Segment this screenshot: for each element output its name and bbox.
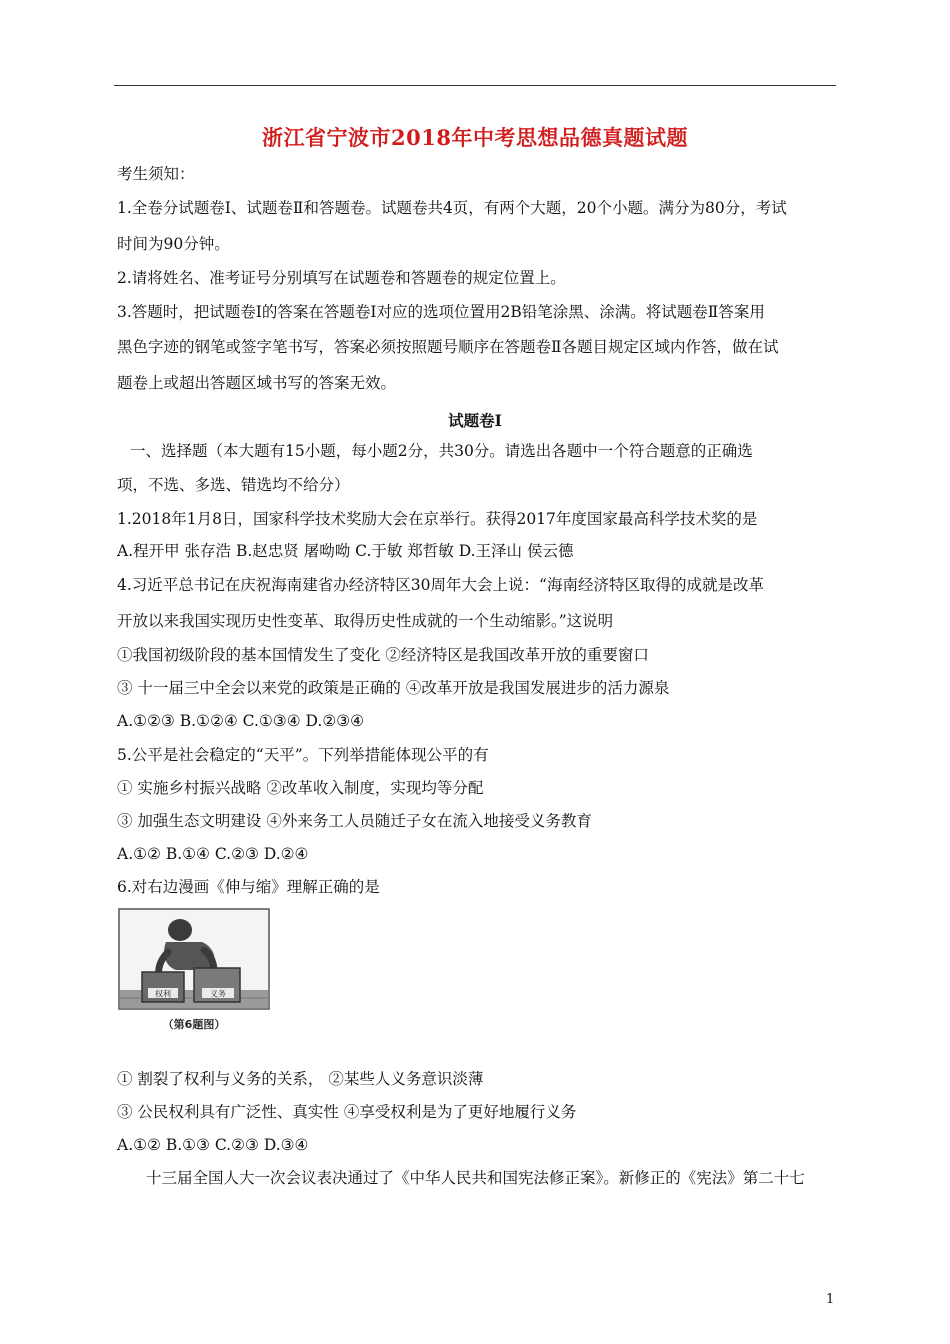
- notice-line: 3.答题时，把试题卷Ⅰ的答案在答题卷Ⅰ对应的选项位置用2B铅笔涂黑、涂满。将试题卷Ⅱ答案用: [117, 303, 765, 321]
- notice-line: 2.请将姓名、准考证号分别填写在试题卷和答题卷的规定位置上。: [117, 269, 566, 287]
- part-intro: 一、选择题（本大题有15小题，每小题2分，共30分。请选出各题中一个符合题意的正确选: [130, 442, 753, 460]
- question-5-stem: 5.公平是社会稳定的“天平”。下列举措能体现公平的有: [117, 746, 489, 764]
- notice-heading: 考生须知：: [117, 165, 195, 183]
- trailing-paragraph: 十三届全国人大一次会议表决通过了《中华人民共和国宪法修正案》。新修正的《宪法》第二十七: [146, 1169, 805, 1187]
- part-intro: 项，不选、多选、错选均不给分）: [117, 476, 350, 494]
- box-label-left: 权利: [155, 989, 171, 999]
- notice-line: 1.全卷分试题卷Ⅰ、试题卷Ⅱ和答题卷。试题卷共4页，有两个大题，20个小题。满分为80分，考试: [117, 199, 787, 217]
- cartoon-figure: [118, 908, 270, 1036]
- page-title: 浙江省宁波市2018年中考思想品德真题试题: [262, 125, 688, 150]
- question-5-item: ① 实施乡村振兴战略 ②改革收入制度，实现均等分配: [117, 779, 484, 797]
- question-4-stem: 4.习近平总书记在庆祝海南建省办经济特区30周年大会上说：“海南经济特区取得的成就是改革: [117, 576, 764, 594]
- header-rule: [114, 85, 836, 86]
- question-6-stem: 6.对右边漫画《伸与缩》理解正确的是: [117, 878, 380, 896]
- page-number: 1: [826, 1292, 835, 1307]
- question-6-item: ③ 公民权利具有广泛性、真实性 ④享受权利是为了更好地履行义务: [117, 1103, 577, 1121]
- question-4-options: A.①②③ B.①②④ C.①③④ D.②③④: [117, 712, 365, 730]
- question-6-options: A.①② B.①③ C.②③ D.③④: [117, 1136, 309, 1154]
- notice-line: 时间为90分钟。: [117, 235, 230, 253]
- question-4-item: ③ 十一届三中全会以来党的政策是正确的 ④改革开放是我国发展进步的活力源泉: [117, 679, 670, 697]
- section-title: 试题卷Ⅰ: [448, 411, 502, 430]
- question-5-item: ③ 加强生态文明建设 ④外来务工人员随迁子女在流入地接受义务教育: [117, 812, 592, 830]
- notice-line: 题卷上或超出答题区域书写的答案无效。: [117, 374, 397, 392]
- question-4-stem: 开放以来我国实现历史性变革、取得历史性成就的一个生动缩影。”这说明: [117, 612, 614, 630]
- box-label-right: 义务: [210, 989, 226, 999]
- question-6-item: ① 割裂了权利与义务的关系， ②某些人义务意识淡薄: [117, 1070, 484, 1088]
- question-4-item: ①我国初级阶段的基本国情发生了变化 ②经济特区是我国改革开放的重要窗口: [117, 646, 649, 664]
- notice-line: 黑色字迹的钢笔或签字笔书写，答案必须按照题号顺序在答题卷Ⅱ各题目规定区域内作答，做在试: [117, 338, 779, 356]
- figure-caption: （第6题图）: [162, 1018, 226, 1031]
- question-1-options: A.程开甲 张存浩 B.赵忠贤 屠呦呦 C.于敏 郑哲敏 D.王泽山 侯云德: [117, 542, 574, 560]
- question-1-stem: 1.2018年1月8日，国家科学技术奖励大会在京举行。获得2017年度国家最高科学技术奖的是: [117, 510, 758, 528]
- question-5-options: A.①② B.①④ C.②③ D.②④: [117, 845, 309, 863]
